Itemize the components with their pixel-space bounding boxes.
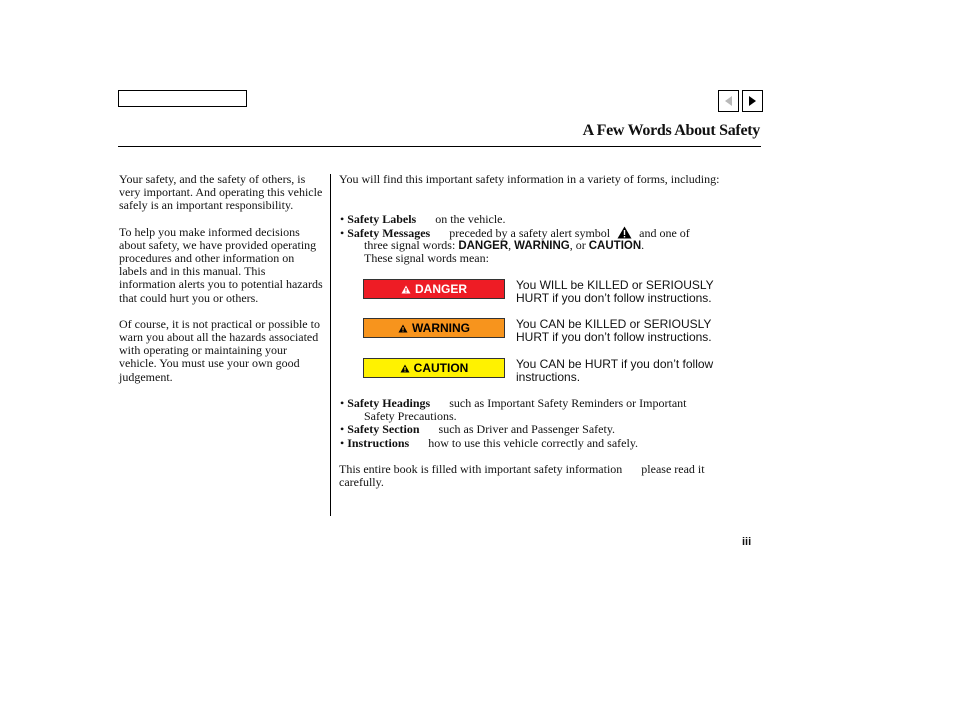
prev-page-icon [725, 96, 732, 106]
bullet-term: Safety Section [347, 422, 420, 436]
bullet-text: such as Driver and Passenger Safety. [438, 422, 616, 436]
bullet-safety-section: • Safety Section such as Driver and Passenger Safety. [340, 422, 616, 436]
bullet-text: such as Important Safety Reminders or Important [449, 396, 687, 410]
caution-description [516, 358, 746, 384]
bullet-instructions: • Instructions how to use this vehicle correctly and safely. [340, 436, 639, 450]
next-page-button[interactable] [742, 90, 763, 112]
safety-alert-icon [617, 226, 632, 239]
closing-text: please read it [641, 462, 705, 476]
prev-page-button[interactable] [718, 90, 739, 112]
label-word: DANGER [414, 282, 467, 296]
label-word: WARNING [412, 321, 470, 335]
intro-paragraph: You will find this important safety information in a variety of forms, including: [339, 172, 720, 186]
next-page-icon [749, 96, 756, 106]
warning-description [516, 318, 746, 344]
separator: , or [569, 238, 586, 252]
bullet-term: Safety Messages [347, 226, 431, 240]
warning-label [363, 318, 505, 338]
bullet-safety-messages: • Safety Messages preceded by a safety alert symbol and one of [340, 226, 690, 240]
left-column [119, 173, 324, 397]
alert-triangle-icon [400, 364, 410, 373]
paragraph: Of course, it is not practical or possible to warn you about all the hazards associated with operating or maintaining your vehicle. You must use your own good judgement. [119, 316, 320, 384]
signal-word-caution: CAUTION [588, 240, 642, 252]
signal-words-prefix: three signal words: [364, 238, 456, 252]
paragraph: To help you make informed decisions about safety, we have provided operating procedures and other information on labels and in this manual. This information alerts you to potential hazards that could hurt you or others. [119, 224, 323, 305]
bullet-text-cont: Safety Precautions. [364, 409, 457, 423]
description-line: You WILL be KILLED or SERIOUSLY [516, 278, 714, 292]
label-word: CAUTION [413, 361, 469, 375]
period: . [641, 238, 645, 252]
bullet-term: Safety Headings [347, 396, 431, 410]
closing-text: This entire book is filled with important safety information [339, 462, 623, 476]
bullet-text: how to use this vehicle correctly and safely. [428, 436, 639, 450]
bullet-text: on the vehicle. [435, 212, 506, 226]
description-line: You CAN be HURT if you don’t follow [516, 357, 714, 371]
signal-words-mean: These signal words mean: [364, 251, 489, 265]
separator: , [508, 238, 512, 252]
bullet-term: Safety Labels [347, 212, 417, 226]
bullet-text: preceded by a safety alert symbol [449, 226, 611, 240]
description-line: HURT if you don’t follow instructions. [516, 291, 712, 306]
bullet-text-cont: and one of [639, 226, 690, 240]
danger-description [516, 279, 746, 305]
closing-line: carefully. [339, 475, 384, 489]
signal-word-danger: DANGER [458, 240, 509, 252]
danger-label [363, 279, 505, 299]
page-number: iii [742, 536, 752, 548]
page-title: A Few Words About Safety [582, 122, 760, 139]
closing-line [339, 463, 759, 476]
alert-triangle-icon [401, 285, 411, 294]
description-line: instructions. [516, 370, 581, 385]
description-line: HURT if you don’t follow instructions. [516, 330, 712, 345]
bullet-term: Instructions [347, 436, 410, 450]
signal-word-warning: WARNING [514, 240, 570, 252]
contents-link-box[interactable] [118, 90, 247, 107]
description-line: You CAN be KILLED or SERIOUSLY [516, 317, 712, 331]
bullet-safety-labels: • Safety Labels on the vehicle. [340, 212, 506, 226]
title-divider [118, 146, 761, 147]
caution-label [363, 358, 505, 378]
column-divider [330, 174, 331, 516]
bullet-safety-headings: • Safety Headings such as Important Safety Reminders or Important [340, 396, 687, 410]
paragraph: Your safety, and the safety of others, is very important. And operating this vehicle safely is an important responsibility. [119, 172, 323, 213]
alert-triangle-icon [398, 324, 408, 333]
